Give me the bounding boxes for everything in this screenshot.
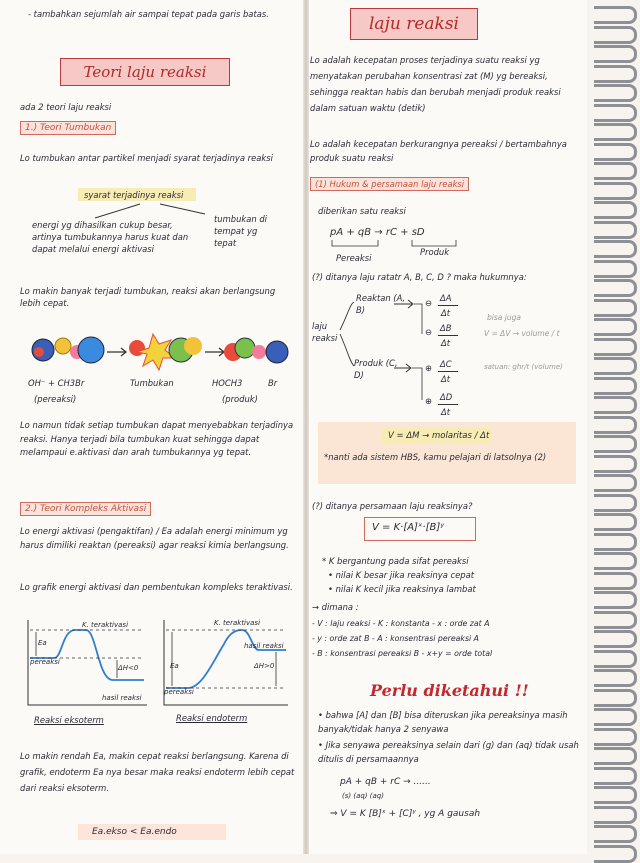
binding-ring — [594, 689, 637, 707]
tumbukan-definition: Lo tumbukan antar partikel menjadi syarat terjadinya reaksi — [20, 153, 273, 163]
binding-ring — [594, 201, 637, 219]
satuan-note: satuan: ghr/t (volume) — [484, 363, 563, 371]
equation-brackets — [330, 240, 480, 252]
teori1-label: 1.) Teori Tumbukan — [20, 121, 116, 135]
binding-ring — [594, 240, 637, 258]
frac4-num: ΔD — [440, 392, 453, 402]
hukum-label: (1) Hukum & persamaan laju reaksi — [310, 177, 469, 191]
mol-label-reactants: OH⁻ + CH3Br — [28, 378, 85, 388]
binding-ring — [594, 279, 637, 297]
mol-label-br: Br — [268, 378, 278, 388]
pereaksi-label: (pereaksi) — [34, 394, 77, 404]
binding-ring — [594, 494, 637, 512]
binding-ring — [594, 825, 637, 843]
molar-formula: V = ΔM → molaritas / Δt — [388, 431, 490, 441]
perlu-diketahui: Perlu diketahui !! — [370, 681, 529, 700]
binding-ring — [594, 630, 637, 648]
binding-ring — [594, 45, 637, 63]
binding-ring — [594, 65, 637, 83]
intro-text: ada 2 teori laju reaksi — [20, 102, 112, 112]
example-states: (s) (aq) (aq) — [342, 792, 384, 800]
g1-ea-label: Ea — [38, 639, 47, 647]
k-note-1: * K bergantung pada sifat pereaksi — [322, 556, 469, 566]
g2-top-label: K. teraktivasi — [214, 619, 261, 627]
binding-ring — [594, 26, 637, 44]
binding-ring — [594, 513, 637, 531]
binding-ring — [594, 552, 637, 570]
binding-ring — [594, 299, 637, 317]
binding-ring — [594, 182, 637, 200]
binding-ring — [594, 650, 637, 668]
binding-ring — [594, 318, 637, 336]
binding-ring — [594, 104, 637, 122]
frac2-den: Δt — [441, 338, 451, 348]
binding-ring — [594, 143, 637, 161]
k-note-3: • nilai K kecil jika reaksinya lambat — [328, 584, 476, 594]
reaktan-label: Reaktan (A, B) — [356, 293, 406, 315]
binding-ring — [594, 416, 637, 434]
energi-note: energi yg dihasilkan cukup besar, artinya tumbukannya harus kuat dan dapat melalui energi aktivasi — [32, 220, 189, 254]
binding-ring — [594, 611, 637, 629]
definition-1: Lo adalah kecepatan proses terjadinya suatu reaksi yg menyatakan perubahan konsentrasi zat (M) yg bereaksi, sehingga reaktan habis dan berubah menjadi produk reaksi dalam satuan waktu (detik) — [310, 55, 561, 113]
g1-pereaksi-label: pereaksi — [30, 658, 60, 666]
mol-label-collision: Tumbukan — [130, 378, 174, 388]
eq-produk-label: Produk — [420, 247, 450, 257]
g1-dh-label: ΔH<0 — [118, 664, 139, 672]
produk-cd-label: Produk (C, D) — [354, 358, 398, 380]
produk-label: (produk) — [222, 394, 258, 404]
makin-banyak-text: Lo makin banyak terjadi tumbukan, reaksi akan berlangsung lebih cepat. — [20, 286, 276, 308]
binding-ring — [594, 84, 637, 102]
binding-ring — [594, 6, 637, 24]
binding-ring — [594, 162, 637, 180]
grafik-text: Lo grafik energi aktivasi dan pembentukan kompleks teraktivasi. — [20, 582, 293, 592]
binding-ring — [594, 786, 637, 804]
reaction-equation: pA + qB → rC + sD — [330, 227, 425, 238]
nanti-note: *nanti ada sistem HBS, kamu pelajari di latsolnya (2) — [324, 452, 547, 462]
g2-hasil-label: hasil reaksi — [244, 642, 284, 650]
binding-ring — [594, 669, 637, 687]
frac2-bar — [438, 335, 458, 336]
frac4-den: Δt — [441, 407, 451, 417]
question-1: (?) ditanya laju ratatr A, B, C, D ? maka hukumnya: — [312, 272, 527, 282]
mol-label-hoch3: HOCH3 — [212, 378, 243, 388]
frac4-sign: ⊕ — [425, 396, 433, 406]
g2-ea-label: Ea — [170, 662, 179, 670]
definition-2: Lo adalah kecepatan berkurangnya pereaksi / bertambahnya produk suatu reaksi — [310, 139, 567, 163]
g2-dh-label: ΔH>0 — [254, 662, 275, 670]
bisa-juga-text: bisa juga — [487, 313, 521, 322]
note-1: • bahwa [A] dan [B] bisa diteruskan jika pereaksinya masih banyak/tidak hanya 2 senyawa — [318, 710, 568, 734]
dimana-label: → dimana : — [312, 602, 359, 612]
frac2-num: ΔB — [440, 323, 452, 333]
compare-text: Ea.ekso < Ea.endo — [92, 827, 177, 837]
k-note-2: • nilai K besar jika reaksinya cepat — [328, 570, 475, 580]
def-line-3: - B : konsentrasi pereaksi B - x+y = orde total — [312, 649, 493, 658]
example-equation: pA + qB + rC → ...... — [340, 777, 431, 787]
frac3-num: ΔC — [440, 359, 452, 369]
collision-illustration — [25, 330, 315, 375]
g2-caption: Reaksi endoterm — [176, 713, 248, 723]
rate-law: V = K·[A]ˣ·[B]ʸ — [372, 522, 444, 533]
eq-pereaksi-label: Pereaksi — [336, 253, 372, 263]
binding-ring — [594, 357, 637, 375]
binding-ring — [594, 455, 637, 473]
makin-rendah-text: Lo makin rendah Ea, makin cepat reaksi berlangsung. Karena di grafik, endoterm Ea nya besar maka reaksi endoterm lebih cepat dari reaksi eksoterm. — [20, 751, 295, 793]
diberikan-text: diberikan satu reaksi — [318, 206, 406, 216]
section-title: Teori laju reaksi — [60, 58, 230, 86]
binding-ring — [594, 708, 637, 726]
binding-ring — [594, 474, 637, 492]
binding-ring — [594, 728, 637, 746]
frac1-den: Δt — [441, 308, 451, 318]
frac4-bar — [438, 404, 458, 405]
question-2: (?) ditanya persamaan laju reaksinya? — [312, 501, 473, 511]
laju-reaksi-label: laju reaksi — [312, 321, 338, 343]
volume-formula: V = ΔV → volume / t — [484, 329, 560, 338]
frac1-num: ΔA — [440, 293, 452, 303]
frac1-sign: ⊖ — [425, 298, 433, 308]
page-fold — [303, 0, 309, 854]
binding-ring — [594, 806, 637, 824]
binding-ring — [594, 260, 637, 278]
frac3-bar — [438, 371, 458, 372]
binding-ring — [594, 377, 637, 395]
laju-arrows — [336, 290, 476, 420]
binding-ring — [594, 221, 637, 239]
binding-ring — [594, 572, 637, 590]
g2-pereaksi-label: pereaksi — [164, 688, 194, 696]
syarat-text: syarat terjadinya reaksi — [84, 190, 184, 200]
def-line-2: - y : orde zat B - A : konsentrasi pereaksi A — [312, 634, 479, 643]
namun-text: Lo namun tidak setiap tumbukan dapat menyebabkan terjadinya reaksi. Hanya terjadi bila tumbukan kuat sehingga dapat melampaui e.aktivasi dan arah tumbukannya yg tepat. — [20, 420, 294, 457]
frac3-den: Δt — [441, 374, 451, 384]
binding-ring — [594, 591, 637, 609]
frac3-sign: ⊕ — [425, 363, 433, 373]
right-title: laju reaksi — [350, 8, 478, 40]
top-note: - tambahkan sejumlah air sampai tepat pada garis batas. — [28, 9, 269, 19]
binding-ring — [594, 338, 637, 356]
binding-ring — [594, 533, 637, 551]
frac2-sign: ⊖ — [425, 327, 433, 337]
note-2: • Jika senyawa pereaksinya selain dari (g) dan (aq) tidak usah ditulis di persamaannya — [318, 740, 579, 764]
g1-caption: Reaksi eksoterm — [34, 715, 104, 725]
def-line-1: - V : laju reaksi - K : konstanta - x : orde zat A — [312, 619, 490, 628]
tempat-note: tumbukan di tempat yg tepat — [214, 214, 267, 248]
frac1-bar — [438, 305, 458, 306]
example-result: ⇒ V = K [B]ˣ + [C]ʸ , yg A gausah — [330, 809, 481, 819]
energi-aktivasi-text: Lo energi aktivasi (pengaktifan) / Ea adalah energi minimum yg harus dimiliki reaktan (pereaksi) agar reaksi kimia berlangsung. — [20, 526, 289, 550]
g1-top-label: K. teraktivasi — [82, 621, 129, 629]
binding-ring — [594, 747, 637, 765]
binding-ring — [594, 767, 637, 785]
binding-ring — [594, 123, 637, 141]
binding-ring — [594, 396, 637, 414]
binding-ring — [594, 435, 637, 453]
g1-hasil-label: hasil reaksi — [102, 694, 142, 702]
teori2-label: 2.) Teori Kompleks Aktivasi — [20, 502, 151, 516]
